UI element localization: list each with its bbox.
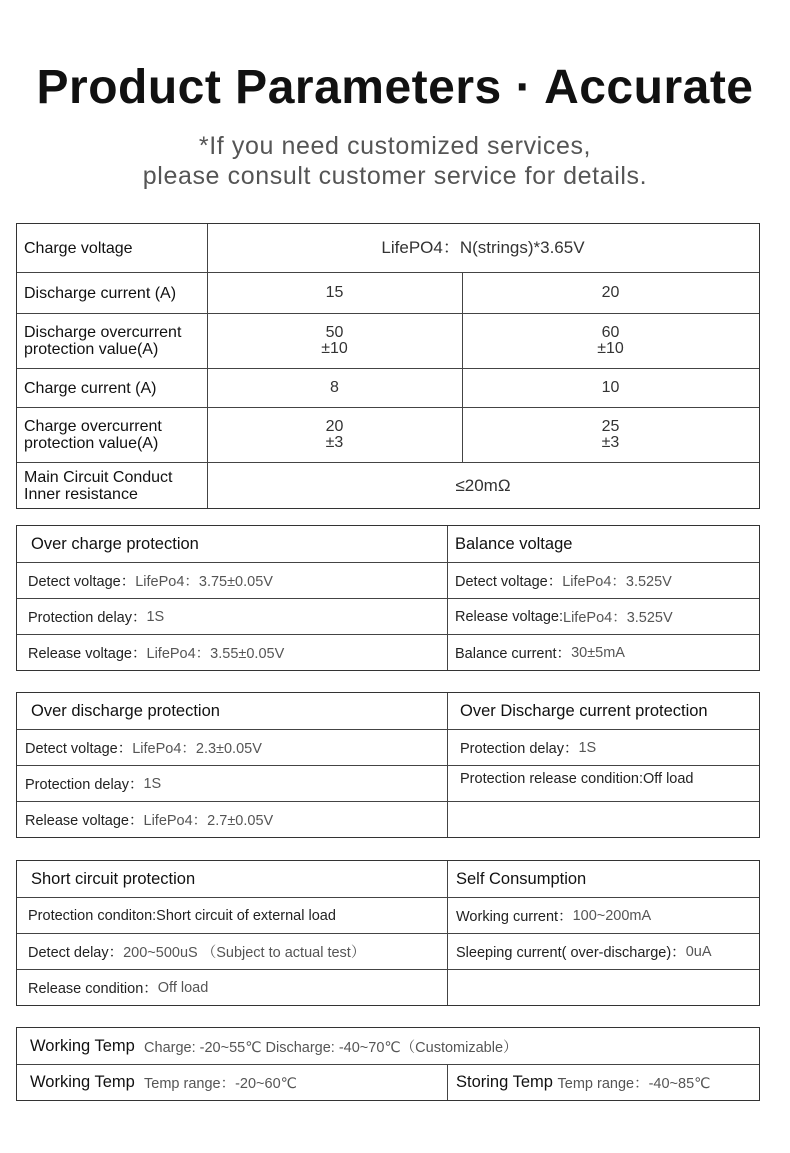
table-row — [17, 1028, 759, 1064]
spec-label: Charge voltage — [24, 239, 133, 257]
table-row — [17, 598, 759, 634]
item-text: Balance current： 30±5mA — [455, 644, 625, 662]
spec-row-charge-voltage — [17, 224, 759, 272]
table-row — [17, 634, 759, 670]
subtitle-line-2: please consult customer service for details. — [142, 162, 648, 190]
section-header: Over discharge protection — [31, 701, 220, 720]
working-temp-range: Working Temp Temp range：-20~60℃ — [30, 1073, 297, 1092]
table-header-row — [17, 693, 759, 729]
spec-value: LifePO4：N(strings)*3.65V — [381, 238, 585, 257]
table-row — [17, 897, 759, 933]
table-row — [17, 729, 759, 765]
short-circuit-table — [16, 860, 760, 1006]
spec-value: 20 — [601, 284, 620, 301]
spec-value: 20 ±3 — [325, 418, 344, 451]
item-text: Working current： 100~200mA — [456, 907, 652, 925]
item-text: Detect voltage： LifePo4：3.75±0.05V — [28, 574, 273, 590]
page-title: Product Parameters · Accurate — [36, 61, 754, 114]
item-text: Sleeping current( over-discharge)： 0uA — [456, 943, 712, 961]
temperature-table — [16, 1027, 760, 1101]
item-text: Protection delay： 1S — [460, 739, 597, 757]
table-header-row — [17, 526, 759, 562]
spec-value: 50 ±10 — [321, 324, 348, 357]
spec-row-charge-overcurrent — [17, 407, 759, 462]
item-text: Detect voltage： LifePo4：2.3±0.05V — [25, 741, 262, 757]
item-text: Release voltage： LifePo4：2.7±0.05V — [25, 813, 274, 829]
subtitle-line-1: *If you need customized services, — [198, 132, 592, 160]
table-row — [17, 933, 759, 969]
spec-label: Charge current (A) — [24, 379, 157, 397]
section-header: Self Consumption — [456, 869, 587, 888]
item-text: Release voltage: LifePo4：3.525V — [455, 608, 673, 626]
item-text: Detect delay： 200~500uS （Subject to actual test） — [28, 945, 366, 961]
item-text: Protection conditon:Short circuit of external load — [28, 907, 336, 924]
section-header: Short circuit protection — [31, 869, 196, 888]
item-text: Detect voltage： LifePo4：3.525V — [455, 574, 672, 590]
item-text: Protection delay： 1S — [28, 608, 165, 626]
spec-value: 25 ±3 — [601, 418, 620, 451]
item-text: Release voltage： LifePo4：3.55±0.05V — [28, 646, 285, 662]
table-header-row — [17, 861, 759, 897]
item-text: Protection release condition:Off load — [460, 771, 694, 787]
table-row — [17, 801, 759, 837]
table-row — [17, 562, 759, 598]
spec-value: 10 — [601, 379, 620, 396]
storing-temp-range: Storing Temp Temp range：-40~85℃ — [456, 1073, 711, 1092]
spec-value: ≤20mΩ — [455, 475, 511, 495]
over-charge-balance-table — [16, 525, 760, 671]
working-temp-charge: Working Temp Charge: -20~55℃ Discharge: -40~70℃（Customizable） — [30, 1036, 518, 1056]
spec-label: Discharge current (A) — [24, 284, 177, 302]
spec-label: Discharge overcurrent protection value(A) — [24, 324, 182, 358]
spec-value: 60 ±10 — [597, 324, 624, 357]
over-discharge-table — [16, 692, 760, 838]
section-header: Over charge protection — [31, 534, 199, 553]
spec-row-charge-current — [17, 368, 759, 407]
section-header: Over Discharge current protection — [460, 701, 708, 720]
spec-value: 8 — [330, 379, 339, 396]
item-text: Protection delay： 1S — [25, 775, 162, 793]
spec-row-discharge-current — [17, 272, 759, 313]
table-row — [17, 969, 759, 1005]
spec-label: Charge overcurrent protection value(A) — [24, 418, 162, 452]
spec-table — [16, 223, 760, 509]
item-text: Release condition： Off load — [28, 979, 209, 997]
spec-label: Main Circuit Conduct Inner resistance — [24, 468, 173, 503]
spec-row-inner-resistance — [17, 462, 759, 508]
spec-row-discharge-overcurrent — [17, 313, 759, 368]
spec-value: 15 — [325, 284, 344, 301]
table-row — [17, 1064, 759, 1100]
section-header: Balance voltage — [455, 534, 573, 553]
